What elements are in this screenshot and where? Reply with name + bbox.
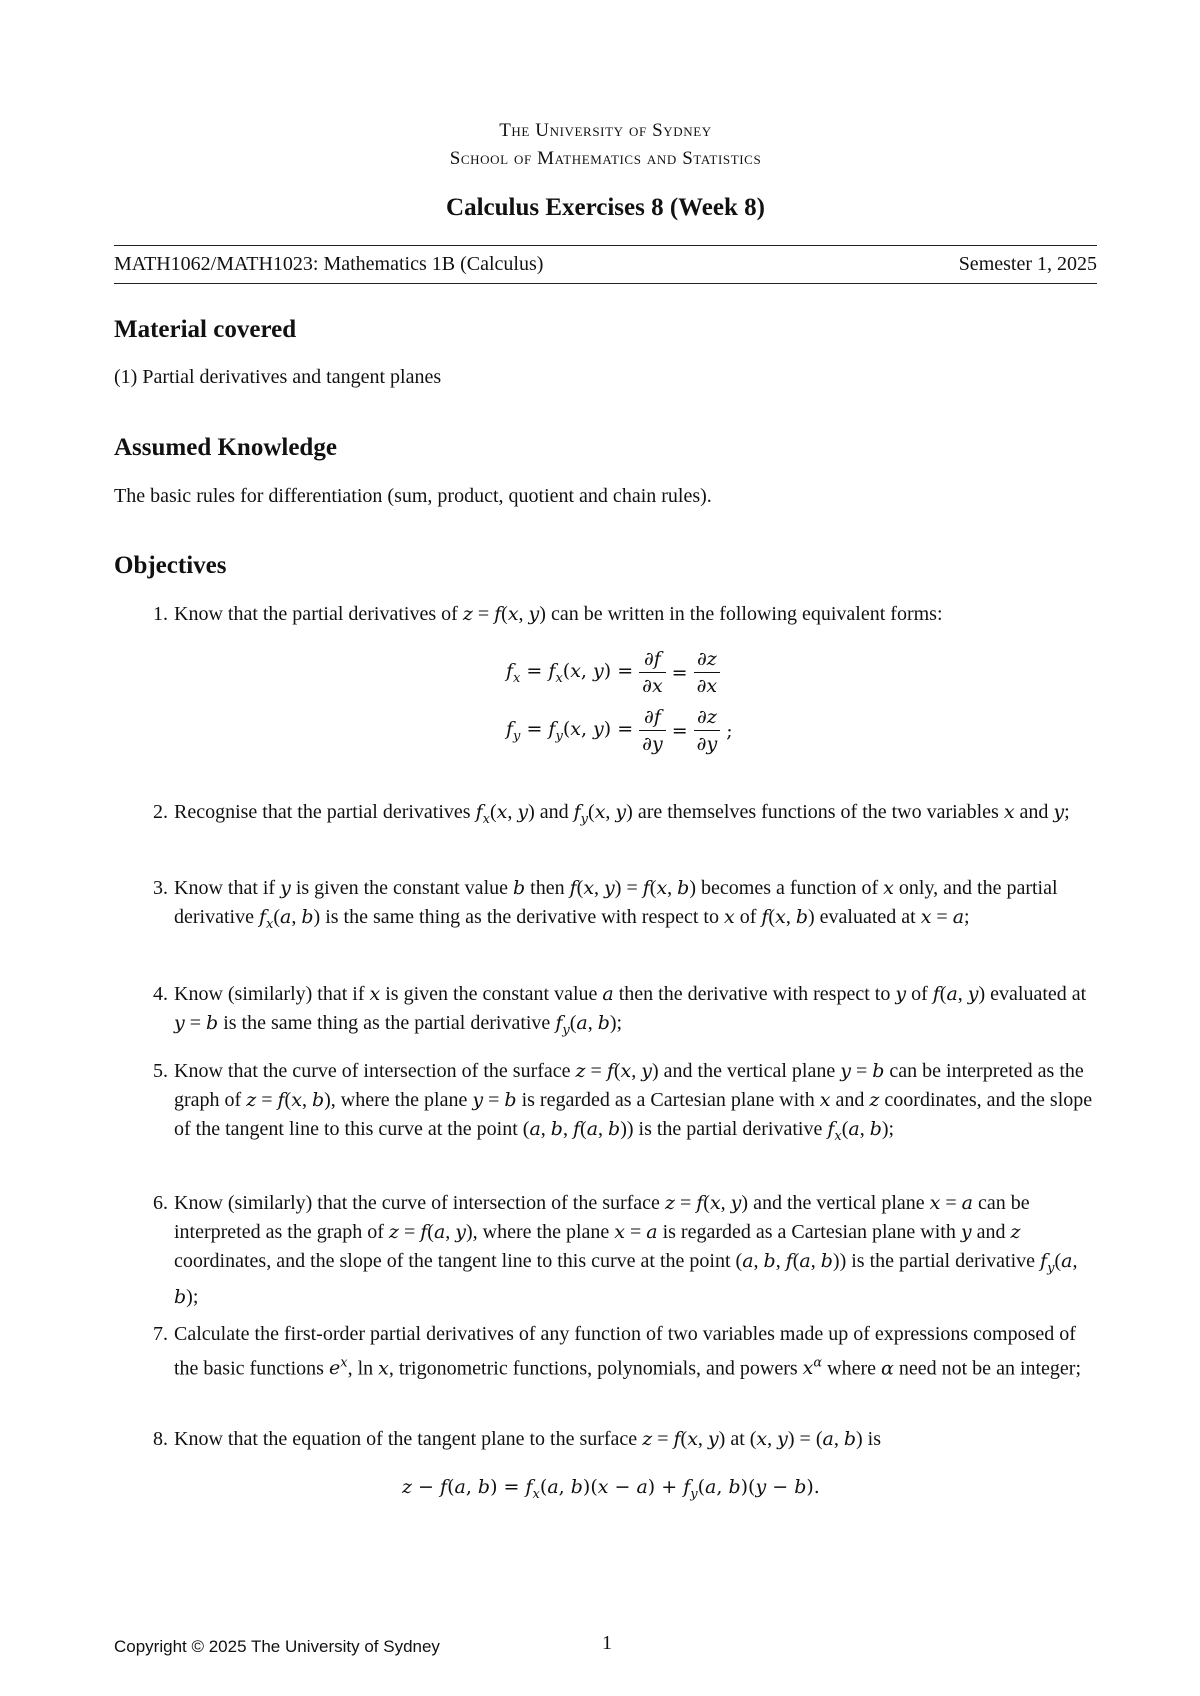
objective-number: 7. xyxy=(153,1323,168,1345)
objective-text: Know that the partial derivatives of z = f(x, y) can be written in the following equivalent forms: xyxy=(174,603,943,625)
objective-text: Calculate the first-order partial derivatives of any function of two variables made up of expressions composed of the basic functions $e^x$, ln x, trigonometric functions, polynomials, and powers $x^\alpha$ where α need not be an integer; xyxy=(174,1323,1082,1380)
school-name: School of Mathematics and Statistics xyxy=(449,148,762,169)
objective-text: Know that the curve of intersection of the surface z = f(x, y) and the vertical plane y = b can be interpreted as the graph of z = f(x, b), where the plane y = b is regarded as a Cartesian plane with x and z coordinates, and the slope of the tangent line to this curve at the point (a, b, f(a, b)) is the partial derivative $f_x(a$, b); xyxy=(174,1060,1093,1144)
objective-text: Know (similarly) that if x is given the constant value a then the derivative with respect to y of f(a, y) evaluated at y = b is the same thing as the partial derivative $f_y(a$, b); xyxy=(174,983,1087,1038)
assumed-text: The basic rules for differentiation (sum, product, quotient and chain rules). xyxy=(114,485,712,507)
objective-text: Recognise that the partial derivatives $f_x(x$, y) and $f_y(x$, y) are themselves functions of the two variables x and y; xyxy=(174,801,1070,827)
bottom-rule xyxy=(114,283,1097,284)
course-code: MATH1062/MATH1023: Mathematics 1B (Calculus) xyxy=(114,253,544,275)
course-row xyxy=(114,253,1097,276)
page-number: 1 xyxy=(602,1632,612,1654)
top-rule xyxy=(114,245,1097,246)
objective-number: 3. xyxy=(153,877,168,899)
semester-label: Semester 1, 2025 xyxy=(958,253,1097,275)
document-title: Calculus Exercises 8 (Week 8) xyxy=(446,194,765,221)
material-item: (1) Partial derivatives and tangent planes xyxy=(114,366,442,388)
objective-number: 5. xyxy=(153,1060,168,1082)
fy-equation: $f_y = f_y(x$, y) = $\frac{\partial f}{\partial y}$ = $\frac{\partial z}{\partial y}$ ; xyxy=(506,706,733,755)
objective-text: Know that the equation of the tangent plane to the surface z = f(x, y) at (x, y) = (a, b) is xyxy=(174,1428,881,1450)
university-name: The University of Sydney xyxy=(499,120,712,141)
objective-number: 4. xyxy=(153,983,168,1005)
fx-equation: $f_x = f_x(x$, y) = $\frac{\partial f}{\partial x}$ = $\frac{\partial z}{\partial x}$ xyxy=(506,648,726,697)
objective-number: 8. xyxy=(153,1428,168,1450)
tangent-plane-equation: z − f(a, $b) = f_x(a$, $b)(x - a) + f_y(a$, b)(y − b). xyxy=(402,1476,820,1502)
copyright-footer: Copyright © 2025 The University of Sydney xyxy=(114,1637,440,1656)
objective-number: 6. xyxy=(153,1192,168,1214)
objective-text: Know (similarly) that the curve of intersection of the surface z = f(x, y) and the vertical plane x = a can be interpreted as the graph of z = f(a, y), where the plane x = a is regarded as a Cartesian plane with y and z coordinates, and the slope of the tangent line to this curve at the point (a, b, f(a, b)) is the partial derivative $f_y(a$, b); xyxy=(174,1192,1078,1308)
document-page xyxy=(114,0,1097,1696)
objectives-heading: Objectives xyxy=(114,552,227,579)
material-heading: Material covered xyxy=(114,316,297,343)
objective-number: 1. xyxy=(153,603,168,625)
objective-text: Know that if y is given the constant value b then f(x, y) = f(x, b) becomes a function of x only, and the partial derivative $f_x(a$, b) is the same thing as the derivative with respect to x of f(x, b) evaluated at x = a; xyxy=(174,877,1058,932)
assumed-heading: Assumed Knowledge xyxy=(114,434,337,461)
objective-number: 2. xyxy=(153,801,168,823)
